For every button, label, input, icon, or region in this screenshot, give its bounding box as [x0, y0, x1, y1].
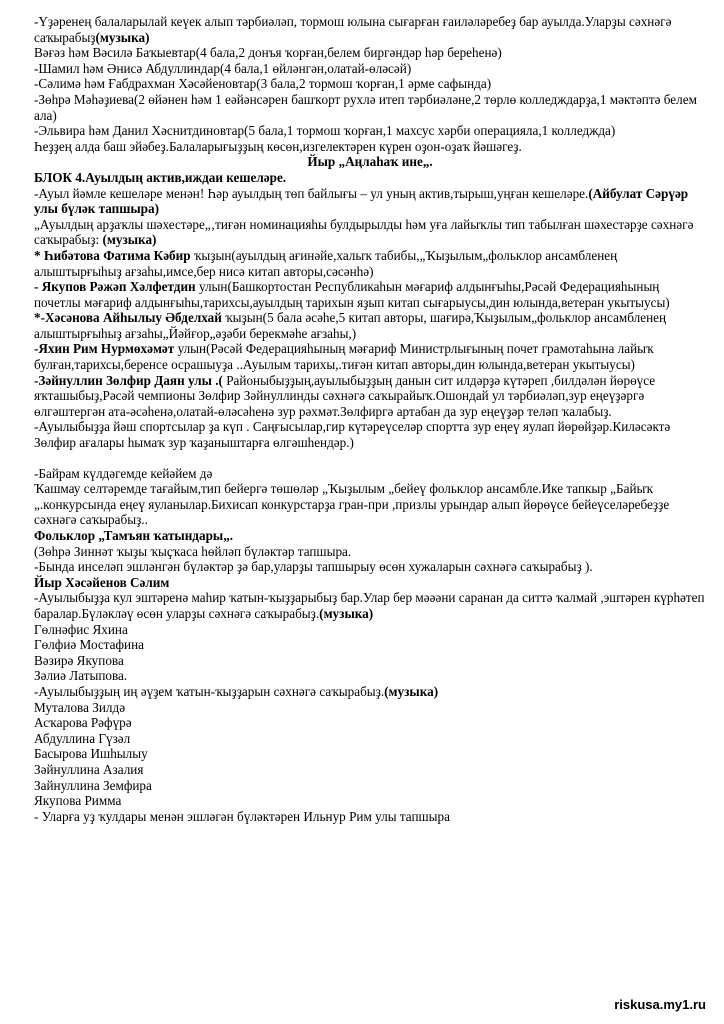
bold-text: Фольклор „Тамъян ҡатындары„.	[34, 528, 234, 543]
document-line	[34, 341, 706, 372]
document-line	[34, 653, 706, 669]
plain-text: Абдуллина Гүзәл	[34, 730, 131, 746]
document-line	[34, 154, 706, 170]
document-line	[34, 544, 706, 560]
plain-text: -Зөһрә Мәһәҙиева(2 өйәнен һәм 1 еәйәнсәрен башҡорт рухлә итеп тәрбиәләне,2 төрлө колледждарҙа,1 мәктәптә белем ала)	[34, 91, 697, 123]
plain-text: Вәзирә Якупова	[34, 652, 124, 668]
bold-text: * Һибәтова Фатима Кәбир	[34, 247, 194, 263]
document-line	[34, 248, 706, 279]
plain-text: -Сәлимә һәм Ғабдрахман Хәсәйеновтар(3 бала,2 тормош ҡорған,1 әрме сафында)	[34, 76, 492, 92]
document-line	[34, 668, 706, 684]
plain-text: Муталова Зилдә	[34, 699, 126, 715]
plain-text: Асҡарова Рәфүрә	[34, 715, 132, 731]
bold-text: (Айбулат Сәрүәр улы бүләк тапшыра)	[34, 185, 689, 217]
document-line	[34, 279, 706, 310]
document-line	[34, 419, 706, 450]
document-line	[34, 466, 706, 482]
bold-text: Йыр Хәсәйенов Сәлим	[34, 574, 170, 590]
document-line	[34, 762, 706, 778]
document-line	[34, 170, 706, 186]
plain-text: (Зөһрә Зиннәт ҡыҙы ҡыҫҡаса һөйләп бүләктәр тапшыра.	[34, 543, 352, 559]
document-line	[34, 186, 706, 217]
document-line	[34, 731, 706, 747]
bold-text: -Яхин Рим Нурмөхәмәт	[34, 341, 178, 357]
document-line	[34, 310, 706, 341]
plain-text: -Эльвира һәм Данил Хәснитдиновтар(5 бала,1 тормош ҡорған,1 махсус хәрби операцияла,1 колледжда)	[34, 123, 616, 139]
document-line	[34, 14, 706, 45]
plain-text: Зәлиә Латыпова.	[34, 668, 128, 684]
bold-text: (музыка)	[95, 29, 150, 45]
document-line	[34, 793, 706, 809]
document-line	[34, 715, 706, 731]
bold-text: Йыр „Аңлаһаҡ ине„.	[307, 154, 433, 170]
bold-text: БЛОК 4.Ауылдың актив,иждаи кешеләре.	[34, 169, 287, 185]
plain-text: -Үҙәренең балаларылай кеүек алып тәрбиәләп, тормош юлына сығарған ғаиләләребеҙ бар ауылда.Уларҙы сәхнәгә саҡырабыҙ	[34, 14, 672, 45]
plain-text: -Байрам күлдәгемде кейәйем дә	[34, 465, 213, 481]
document-line	[34, 139, 706, 155]
plain-text: -Ауылыбыҙҙың иң әүҙем ҡатын-ҡыҙҙарын сәхнәгә саҡырабыҙ.	[34, 683, 385, 699]
plain-text: -Ауылыбыҙҙа кул эштәренә маһир ҡатын-ҡыҙҙарыбыҙ бар.Улар бер мәәәни саранан да ситтә ҡалмай ,эштәрен күрһәтеп баралар.Бүләкләү өсөн уларҙы сәхнәгә саҡырабыҙ.	[34, 590, 705, 621]
plain-text: Гөлфиә Мостафина	[34, 637, 145, 653]
plain-text: Һеҙҙең алда баш эйәбеҙ.Балаларығыҙҙың көсөн,изгелектәрен күрен оҙон-оҙаҡ йәшәгеҙ.	[34, 138, 522, 154]
document-line	[34, 76, 706, 92]
document-line	[34, 481, 706, 528]
bold-text: *-Хәсәнова Айһылыу Әбделхай	[34, 310, 226, 326]
plain-text: Якупова Римма	[34, 793, 122, 809]
plain-text: улын(Рәсәй Федерацияһының мәғариф Министрлығының почет грамотаһына лайыҡ булған,тарихсы,беренсе осрашыуҙа ..Ауылым тарихы,.тиғән китап авторы,дин юлында,ветеран укытыусы)	[34, 341, 654, 373]
bold-text: - Якупов Рәжәп Хәлфетдин	[34, 279, 199, 295]
footer-watermark: riskusa.my1.ru	[614, 997, 706, 1012]
plain-text: „Ауылдың арҙаҡлы шәхестәре„‚тиғән номинацияһы булдырылды һәм уға лайыҡлы тип табылған шәхестәрҙе сәхнәгә саҡырабыҙ:	[34, 216, 694, 248]
document-line	[34, 92, 706, 123]
document-line	[34, 575, 706, 591]
document-line	[34, 622, 706, 638]
plain-text: Ҡашмау селтәремде тағайым,тип бейергә төшөләр „Ҡыҙылым „бейеү фольклор ансамбле.Ике тапкыр „Байыҡ „.конкурсында еңеү яуланылар.Бихисап конкурстарҙа гран-при ,призлы урындар алып йөрөүсе бейеүселәребеҙҙе сәхнәгә саҡырабыҙ..	[34, 481, 670, 528]
plain-text: ҡыҙын(5 бала әсәһе,5 китап авторы, шағирә,Ҡыҙылым„фольклор ансамбленең алыштырғыһыҙ ағзаһы„Йәйғор„әҙәби берекмәһе ағзаһы,)	[34, 310, 667, 341]
document-line	[34, 700, 706, 716]
bold-text: -Зәйнуллин Зөлфир Даян улы .(	[34, 372, 223, 388]
document-line	[34, 637, 706, 653]
plain-text: улын(Башкортостан Республикаһын мәғариф алдынғыһы,Рәсәй Федерацияһының почетлы мәғариф алдынғыһы,тарихсы,ауылдың тарихын яҙып китап сығарыусы,дин юлында,ветеран укытыусы)	[34, 279, 670, 310]
plain-text: Зайнуллина Земфира	[34, 777, 152, 793]
plain-text: -Ауылыбыҙҙа йәш спортсылар ҙа күп . Саңғысылар,гир күтәреүселәр спортта зур еңеү яулап йөрөйҙәр.Киләсәктә Зөлфир ағалары һымаҡ зур ҡаҙаныштарға өлгәшһендәр.)	[34, 419, 671, 451]
plain-text: Гөлнәфис Яхина	[34, 621, 128, 637]
document-line	[34, 217, 706, 248]
plain-text: ҡыҙын(ауылдың ағинәйе,халыҡ табибы,„Ҡыҙылым„фольклор ансамбленең алыштырғыһыҙ ағзаһы,имсе,бер нисә китап авторы,сәсәнһә)	[34, 247, 618, 279]
document-line	[34, 528, 706, 544]
plain-text: -Бында инселәп эшләнгән бүләктәр ҙә бар,уларҙы тапшырыу өсөн хужаларын сәхнәгә саҡырабыҙ ).	[34, 559, 593, 575]
document-line	[34, 684, 706, 700]
document-line	[34, 809, 706, 825]
plain-text: Басырова Ишһылыу	[34, 746, 148, 762]
document-line	[34, 61, 706, 77]
plain-text: - Уларға уҙ ҡулдары менән эшләгән бүләктәрен Ильнур Рим улы тапшыра	[34, 808, 450, 824]
plain-text: Зәйнуллина Азалия	[34, 761, 144, 777]
document-line	[34, 778, 706, 794]
document-line	[34, 45, 706, 61]
plain-text: Вәғәз һәм Вәсилә Баҡыевтар(4 бала,2 донъя ҡорған,белем биргәндәр һәр береһенә)	[34, 45, 502, 61]
bold-text: (музыка)	[384, 683, 439, 699]
document-line	[34, 123, 706, 139]
document-line	[34, 746, 706, 762]
document-line	[34, 559, 706, 575]
document-line	[34, 451, 706, 466]
document-line	[34, 590, 706, 621]
document-page	[34, 14, 706, 824]
document-line	[34, 373, 706, 420]
bold-text: (музыка)	[102, 232, 157, 248]
bold-text: (музыка)	[319, 605, 374, 621]
plain-text: -Ауыл йәмле кешеләре менән! Һәр ауылдың төп байлығы – ул уның актив,тырыш,уңған кешеләре.	[34, 185, 589, 201]
plain-text: Районыбыҙҙың,ауылыбыҙҙың данын сит илдәрҙә күтәреп ,билдәлән йөрөүсе яҡташыбыҙ,Рәсәй чемпионы Зөлфир Зәйнуллинды сәхнәгә саҡырайыҡ.Ошондай ул тәрбиәләп,зур еңеүҙәргә өлгәштергән ата-әсәһенә,олатай-өләсәһенә зур рәхмәт.Зөлфиргә артабан да зур еңеүҙәр теләп ҡалабыҙ.	[34, 372, 656, 419]
plain-text: -Шамил һәм Әнисә Абдуллиндар(4 бала,1 өйләнгән,олатай-өләсәй)	[34, 60, 412, 76]
